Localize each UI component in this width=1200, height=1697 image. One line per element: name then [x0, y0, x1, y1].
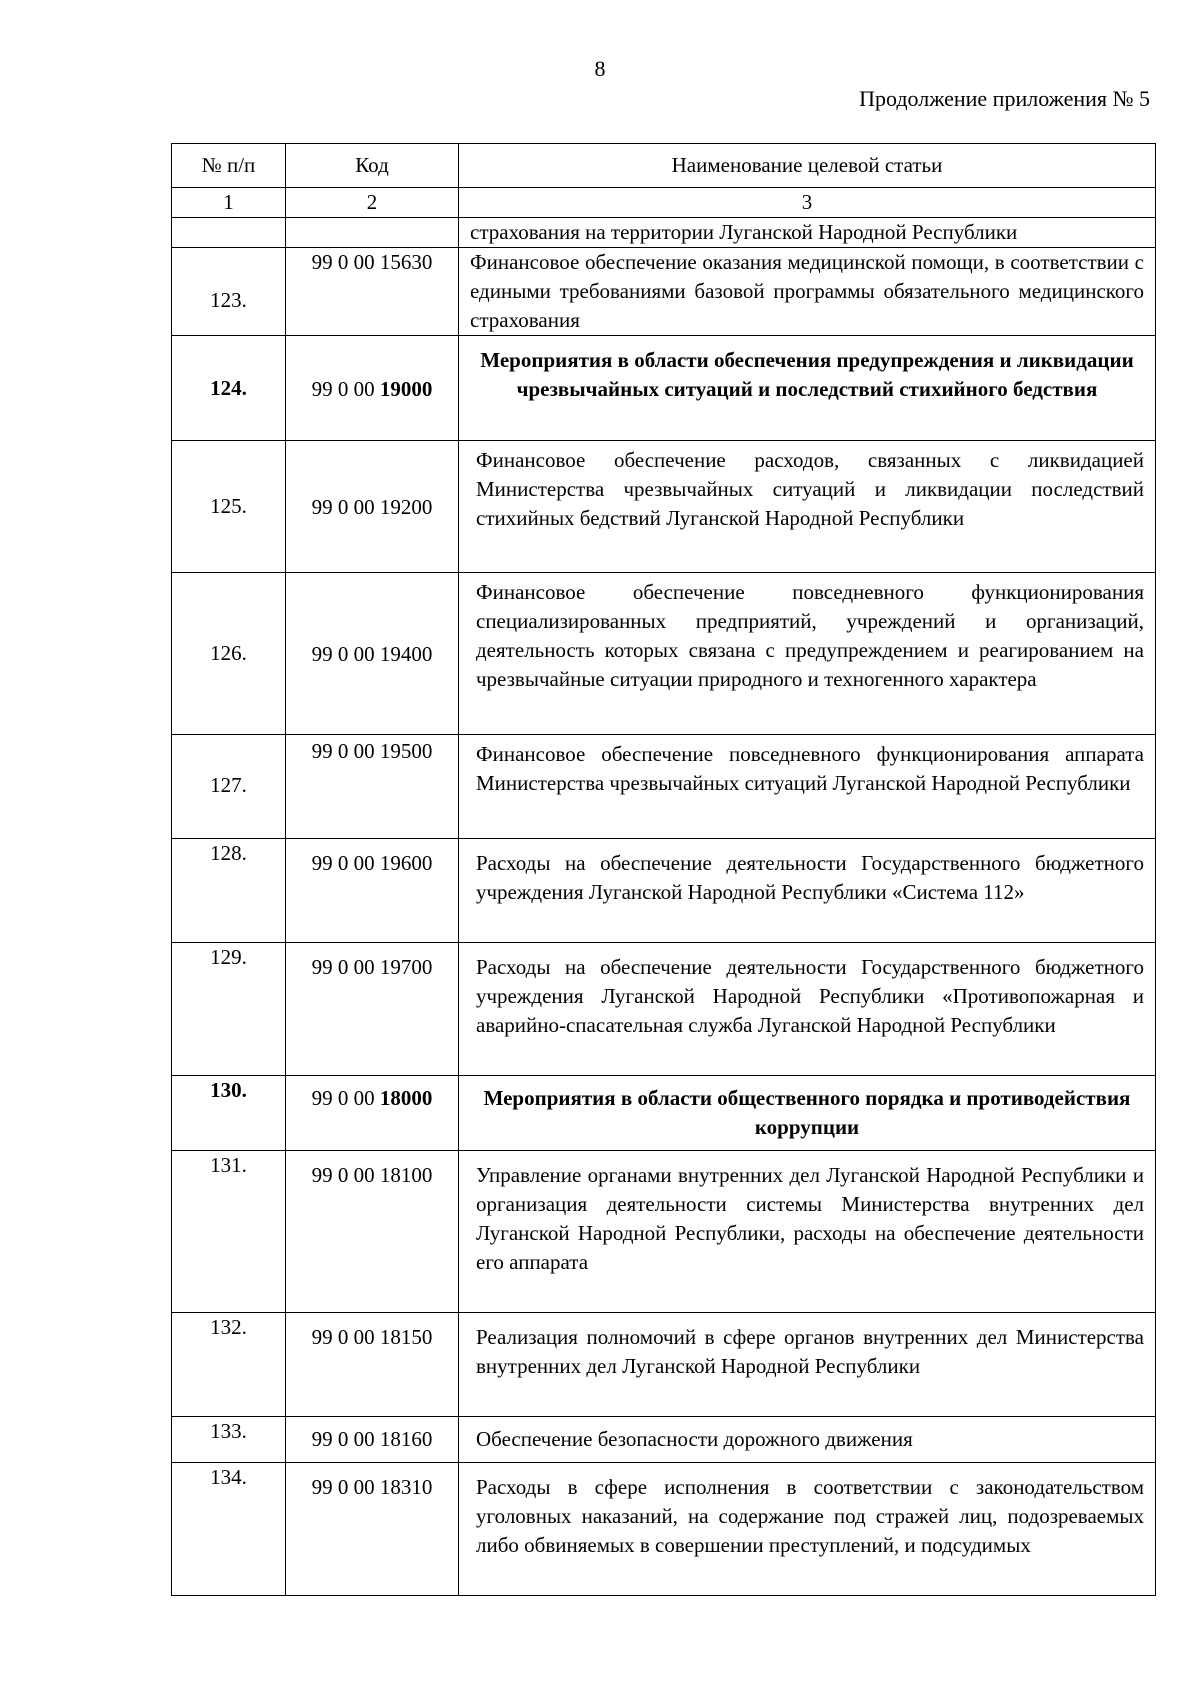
row-name: Финансовое обеспечение повседневного функционирования аппарата Министерства чрезвычайных ситуаций Луганской Народной Республики	[459, 735, 1156, 839]
row-code	[286, 336, 459, 441]
row-name: Мероприятия в области общественного порядка и противодействия коррупции	[459, 1076, 1156, 1151]
row-name: Финансовое обеспечение оказания медицинской помощи, в соответствии с едиными требованиями базовой программы обязательного медицинского страхования	[459, 248, 1156, 336]
row-number: 129.	[172, 943, 286, 1076]
row-name: Реализация полномочий в сфере органов внутренних дел Министерства внутренних дел Луганской Народной Республики	[459, 1313, 1156, 1417]
table-row	[172, 1151, 1156, 1313]
row-code: 99 0 00 18150	[286, 1313, 459, 1417]
table-row	[172, 943, 1156, 1076]
row-code	[286, 218, 459, 248]
header-number: № п/п	[172, 144, 286, 188]
row-name: Расходы на обеспечение деятельности Государственного бюджетного учреждения Луганской Народной Республики «Противопожарная и аварийно-спасательная служба Луганской Народной Республики	[459, 943, 1156, 1076]
column-number: 1	[172, 188, 286, 218]
row-number: 123.	[172, 248, 286, 336]
row-code: 99 0 00 19700	[286, 943, 459, 1076]
column-number: 2	[286, 188, 459, 218]
row-number: 133.	[172, 1417, 286, 1463]
row-code: 99 0 00 18160	[286, 1417, 459, 1463]
code-main: 18000	[379, 1086, 433, 1110]
row-name: Обеспечение безопасности дорожного движения	[459, 1417, 1156, 1463]
row-code: 99 0 00 15630	[286, 248, 459, 336]
row-code: 99 0 00 18100	[286, 1151, 459, 1313]
row-name: Финансовое обеспечение повседневного функционирования специализированных предприятий, учреждений и организаций, деятельность которых связана с предупреждением и реагированием на чрезвычайные ситуации природного и техногенного характера	[459, 573, 1156, 735]
table-row	[172, 248, 1156, 336]
row-number: 130.	[172, 1076, 286, 1151]
row-name: страхования на территории Луганской Народной Республики	[459, 218, 1156, 248]
table-row	[172, 218, 1156, 248]
row-name: Мероприятия в области обеспечения предупреждения и ликвидации чрезвычайных ситуаций и последствий стихийного бедствия	[459, 336, 1156, 441]
table-row	[172, 336, 1156, 441]
code-prefix: 99 0 00	[311, 1086, 380, 1110]
table-row	[172, 1076, 1156, 1151]
table-row	[172, 735, 1156, 839]
table-header-row	[172, 144, 1156, 188]
row-number	[172, 218, 286, 248]
row-code: 99 0 00 19600	[286, 839, 459, 943]
row-name: Расходы в сфере исполнения в соответствии с законодательством уголовных наказаний, на содержание под стражей лиц, подозреваемых либо обвиняемых в совершении преступлений, и подсудимых	[459, 1463, 1156, 1596]
header-code: Код	[286, 144, 459, 188]
row-number: 132.	[172, 1313, 286, 1417]
header-name: Наименование целевой статьи	[459, 144, 1156, 188]
row-number: 125.	[172, 441, 286, 573]
row-code: 99 0 00 19400	[286, 573, 459, 735]
row-number: 134.	[172, 1463, 286, 1596]
row-code: 99 0 00 19200	[286, 441, 459, 573]
code-main: 19000	[379, 376, 433, 401]
table-row	[172, 1313, 1156, 1417]
column-number-row	[172, 188, 1156, 218]
table-row	[172, 1417, 1156, 1463]
row-number: 127.	[172, 735, 286, 839]
row-code	[286, 1076, 459, 1151]
row-number: 124.	[172, 336, 286, 441]
row-name: Финансовое обеспечение расходов, связанных с ликвидацией Министерства чрезвычайных ситуаций и ликвидации последствий стихийных бедствий Луганской Народной Республики	[459, 441, 1156, 573]
row-number: 126.	[172, 573, 286, 735]
appendix-note: Продолжение приложения № 5	[859, 86, 1150, 111]
row-code: 99 0 00 18310	[286, 1463, 459, 1596]
table-row	[172, 839, 1156, 943]
column-number: 3	[459, 188, 1156, 218]
page-number: 8	[594, 56, 606, 81]
row-number: 131.	[172, 1151, 286, 1313]
row-name: Расходы на обеспечение деятельности Государственного бюджетного учреждения Луганской Народной Республики «Система 112»	[459, 839, 1156, 943]
table-row	[172, 441, 1156, 573]
row-code: 99 0 00 19500	[286, 735, 459, 839]
table-row	[172, 573, 1156, 735]
code-prefix: 99 0 00	[311, 376, 380, 401]
row-name: Управление органами внутренних дел Луганской Народной Республики и организация деятельности системы Министерства внутренних дел Луганской Народной Республики, расходы на обеспечение деятельности его аппарата	[459, 1151, 1156, 1313]
table-row	[172, 1463, 1156, 1596]
target-articles-table	[171, 143, 1156, 1596]
row-number: 128.	[172, 839, 286, 943]
